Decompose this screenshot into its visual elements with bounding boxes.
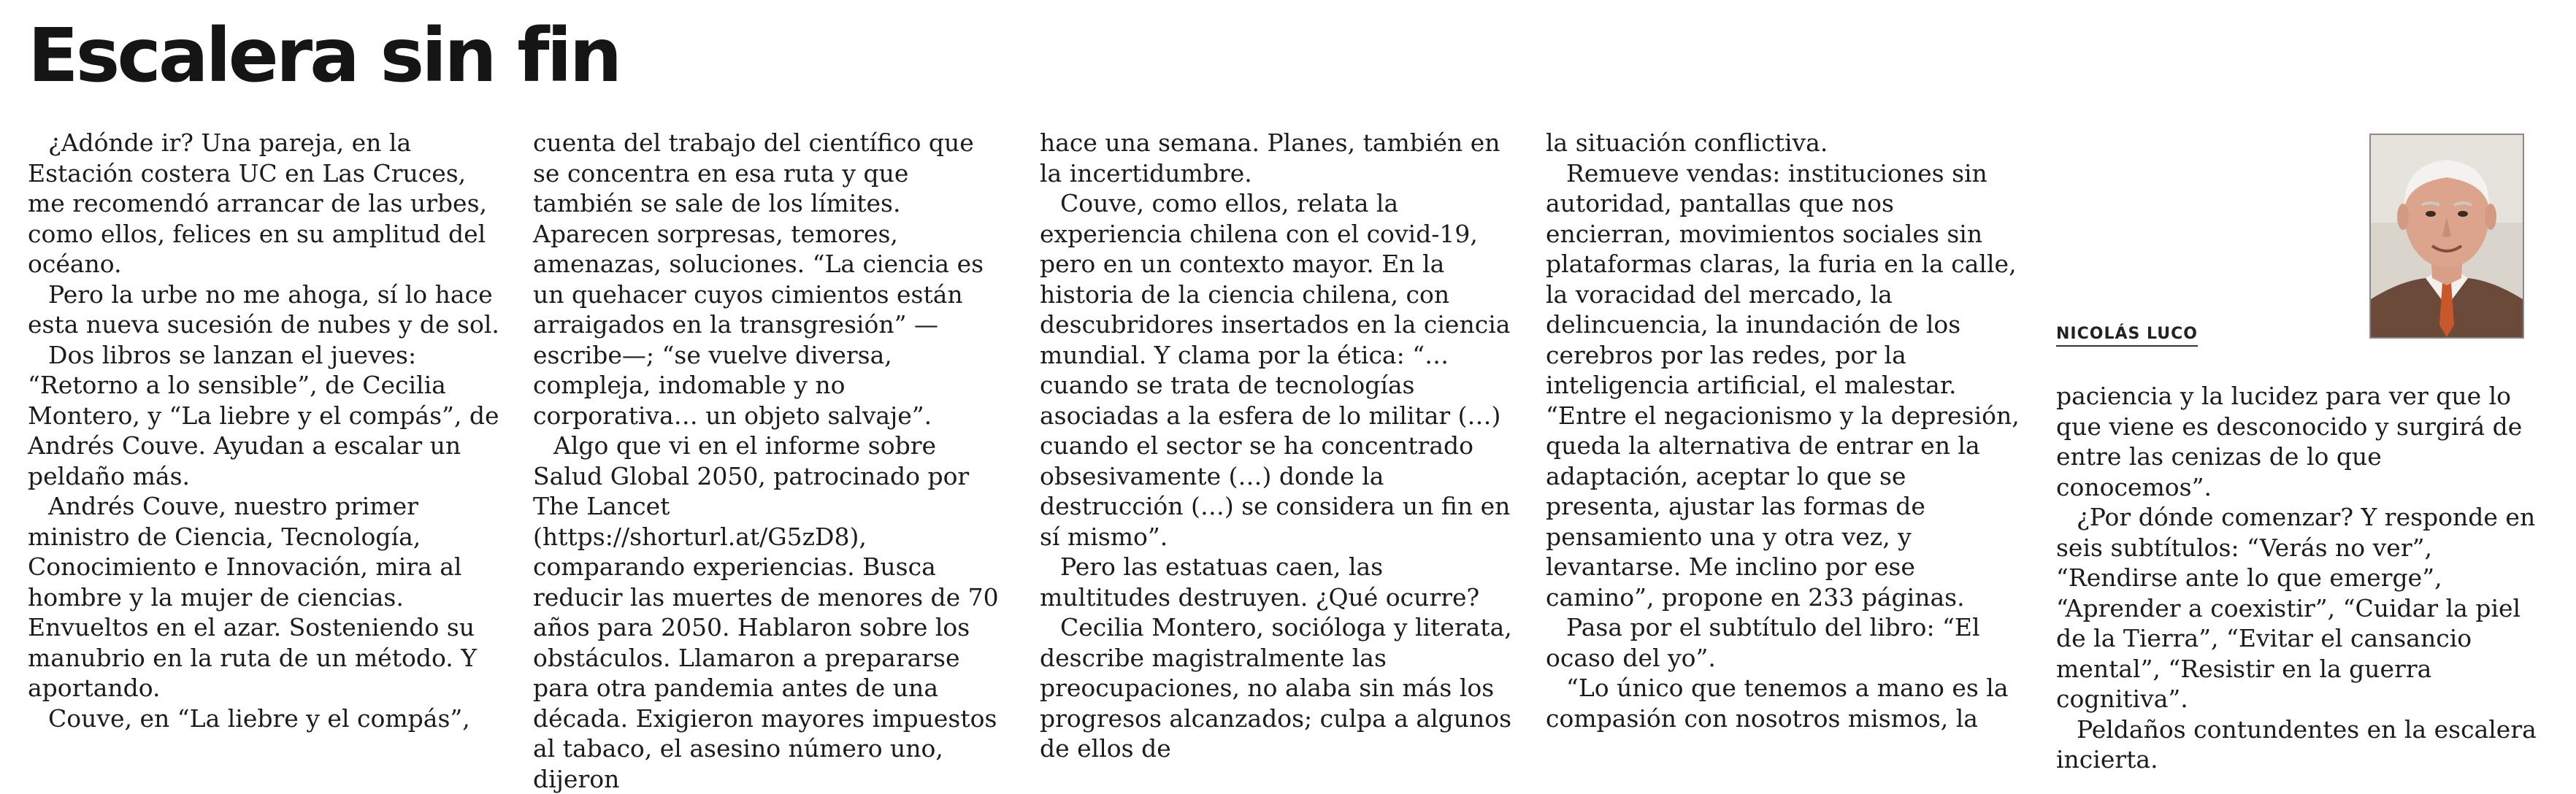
article-paragraph: hace una semana. Planes, también en la incertidumbre. bbox=[1040, 128, 1500, 188]
article-paragraph: “Lo único que tenemos a mano es la compasión con nosotros mismos, la bbox=[1546, 674, 2009, 733]
article-paragraph: Pasa por el subtítulo del libro: “El ocaso del yo”. bbox=[1546, 613, 1980, 672]
article-paragraph: Pero las estatuas caen, las multitudes destruyen. ¿Qué ocurre? bbox=[1040, 552, 1480, 612]
article-paragraph: cuenta del trabajo del científico que se concentra en esa ruta y que también se sale de los límites. Aparecen sorpresas, temores, amenazas, soluciones. “La ciencia es un quehacer cuyos cimientos están arraigados en la transgresión” —escribe—; “se vuelve diversa, compleja, indomable y no corporativa… un objeto salvaje”. bbox=[533, 128, 984, 430]
author-photo bbox=[2369, 134, 2524, 339]
author-portrait-image bbox=[2371, 135, 2523, 337]
article-column-4 bbox=[1546, 128, 2020, 733]
article-paragraph: Andrés Couve, nuestro primer ministro de Ciencia, Tecnología, Conocimiento e Innovación, mira al hombre y la mujer de ciencias. Envueltos en el azar. Sosteniendo su manubrio en la ruta de un método. Y aportando. bbox=[28, 492, 477, 702]
article-paragraph: Peldaños contundentes en la escalera incierta. bbox=[2056, 714, 2537, 774]
article-paragraph: Cecilia Montero, socióloga y literata, describe magistralmente las preocupaciones, no alaba sin más los progresos alcanzados; culpa a algunos de ellos de bbox=[1040, 613, 1512, 763]
article-paragraph: Couve, en “La liebre y el compás”, bbox=[48, 704, 470, 733]
article-column-1 bbox=[28, 128, 502, 733]
article-paragraph: ¿Adónde ir? Una pareja, en la Estación costera UC en Las Cruces, me recomendó arrancar de las urbes, como ellos, felices en su amplitud del océano. bbox=[28, 128, 487, 278]
article-paragraph: Dos libros se lanzan el jueves: “Retorno a lo sensible”, de Cecilia Montero, y “La liebre y el compás”, de Andrés Couve. Ayudan a escalar un peldaño más. bbox=[28, 340, 499, 490]
article-paragraph: Algo que vi en el informe sobre Salud Global 2050, patrocinado por The Lancet (https://shorturl.at/G5zD8), comparando experiencias. Busca reducir las muertes de menores de 70 años para 2050. Hablaron sobre los obstáculos. Llamaron a prepararse para otra pandemia antes de una década. Exigieron mayores impuestos al tabaco, el asesino número uno, dijeron bbox=[533, 431, 999, 793]
article-column-3 bbox=[1040, 128, 1514, 763]
article-paragraph: Remueve vendas: instituciones sin autoridad, pantallas que nos encierran, movimientos sociales sin plataformas claras, la furia en la calle, la voracidad del mercado, la delincuencia, la inundación de los cerebros por las redes, por la inteligencia artificial, el malestar. “Entre el negacionismo y la depresión, queda la alternativa de entrar en la adaptación, aceptar lo que se presenta, ajustar las formas de pensamiento una y otra vez, y levantarse. Me inclino por ese camino”, propone en 233 páginas. bbox=[1546, 158, 2020, 612]
article-paragraph: Pero la urbe no me ahoga, sí lo hace esta nueva sucesión de nubes y de sol. bbox=[28, 280, 499, 339]
article-paragraph: Couve, como ellos, relata la experiencia chilena con el covid-19, pero en un contexto mayor. En la historia de la ciencia chilena, con descubridores insertados en la ciencia mundial. Y clama por la ética: “…cuando se trata de tecnologías asociadas a la esfera de lo militar (…) cuando el sector se ha concentrado obsesivamente (…) donde la destrucción (…) se considera un fin en sí mismo”. bbox=[1040, 189, 1511, 551]
headline: Escalera sin fin bbox=[28, 12, 620, 99]
author-byline: NICOLÁS LUCO bbox=[2056, 325, 2198, 347]
article-column-5 bbox=[2056, 381, 2538, 774]
article-paragraph: ¿Por dónde comenzar? Y responde en seis subtítulos: “Verás no ver”, “Rendirse ante lo que emerge”, “Aprender a coexistir”, “Cuidar la piel de la Tierra”, “Evitar el cansancio mental”, “Resistir en la guerra cognitiva”. bbox=[2056, 503, 2536, 713]
article-column-2 bbox=[533, 128, 1008, 793]
article-paragraph: paciencia y la lucidez para ver que lo que viene es desconocido y surgirá de entre las cenizas de lo que conocemos”. bbox=[2056, 382, 2523, 501]
article-paragraph: la situación conflictiva. bbox=[1546, 128, 1828, 157]
